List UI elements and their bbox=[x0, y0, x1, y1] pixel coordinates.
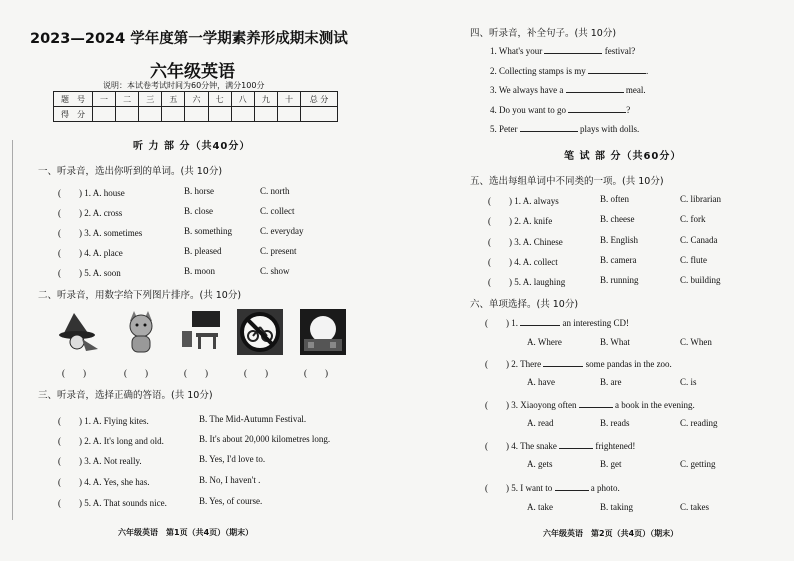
option-a: 4. A. Yes, she has. bbox=[84, 477, 150, 487]
option-c: C. reading bbox=[680, 418, 718, 428]
option-a: 5. A. laughing bbox=[514, 277, 566, 287]
classroom-picture bbox=[178, 309, 224, 355]
option-a: 5. A. That sounds nice. bbox=[84, 498, 167, 508]
option-b: B. often bbox=[600, 194, 629, 204]
answer-blank bbox=[555, 490, 589, 491]
section-3-heading: 三、听录音，选择正确的答语。(共 10分) bbox=[38, 390, 213, 401]
picture-order-bracket[interactable]: ( ) bbox=[184, 368, 208, 378]
question-end: some pandas in the zoo. bbox=[585, 359, 672, 369]
option-c: C. Canada bbox=[680, 235, 718, 245]
sentence-start: 1. What's your bbox=[490, 46, 543, 56]
option-c: C. takes bbox=[680, 502, 709, 512]
fill-sentence bbox=[490, 66, 648, 76]
score-input-cell[interactable] bbox=[254, 107, 277, 122]
option-b: B. taking bbox=[600, 502, 633, 512]
picture-order-bracket[interactable]: ( ) bbox=[244, 368, 268, 378]
page-footer: 六年级英语 第1页（共4页）（期末） bbox=[118, 528, 254, 537]
option-b: B. moon bbox=[184, 266, 216, 276]
exam-title: 2023—2024 学年度第一学期素养形成期末测试 bbox=[30, 31, 348, 47]
answer-bracket[interactable]: ( ) bbox=[58, 456, 82, 466]
score-input-cell[interactable] bbox=[277, 107, 300, 122]
option-b: B. Yes, of course. bbox=[199, 496, 263, 506]
option-b: B. No, I haven't . bbox=[199, 475, 261, 485]
option-a: 4. A. place bbox=[84, 248, 123, 258]
answer-bracket[interactable]: ( ) bbox=[58, 228, 82, 238]
sentence-start: 3. We always have a bbox=[490, 85, 564, 95]
answer-blank bbox=[579, 407, 613, 408]
answer-bracket[interactable]: ( ) bbox=[58, 436, 82, 446]
score-cell: 九 bbox=[254, 92, 277, 107]
question-row bbox=[58, 414, 149, 427]
answer-blank bbox=[543, 366, 583, 367]
option-a: 3. A. Chinese bbox=[514, 237, 563, 247]
question-start: 5. I want to bbox=[511, 483, 553, 493]
picture-order-bracket[interactable]: ( ) bbox=[62, 368, 86, 378]
question-start: 4. The snake bbox=[511, 441, 557, 451]
score-cell: 得 分 bbox=[54, 107, 93, 122]
answer-bracket[interactable]: ( ) bbox=[58, 416, 82, 426]
question-row bbox=[58, 246, 123, 259]
question-row bbox=[485, 316, 629, 329]
option-a: 1. A. house bbox=[84, 188, 125, 198]
option-c: C. getting bbox=[680, 459, 716, 469]
section-5-heading: 五、选出每组单词中不同类的一项。(共 10分) bbox=[470, 176, 664, 187]
sentence-start: 5. Peter bbox=[490, 124, 518, 134]
picture-order-bracket[interactable]: ( ) bbox=[124, 368, 148, 378]
exam-page-2 bbox=[397, 0, 794, 561]
answer-bracket[interactable]: ( ) bbox=[485, 400, 509, 410]
option-a: 5. A. soon bbox=[84, 268, 121, 278]
score-input-cell[interactable] bbox=[185, 107, 208, 122]
score-table-score-row bbox=[54, 107, 338, 122]
option-a: 2. A. knife bbox=[514, 216, 553, 226]
sentence-start: 4. Do you want to go bbox=[490, 105, 566, 115]
question-row bbox=[58, 206, 122, 219]
score-input-cell[interactable] bbox=[301, 107, 338, 122]
score-cell: 五 bbox=[162, 92, 185, 107]
option-a: A. take bbox=[527, 502, 553, 512]
sentence-end: meal. bbox=[625, 85, 646, 95]
sentence-end: . bbox=[646, 66, 649, 76]
section-6-heading: 六、单项选择。(共 10分) bbox=[470, 299, 579, 310]
answer-blank bbox=[559, 448, 593, 449]
score-cell: 二 bbox=[116, 92, 139, 107]
option-c: C. flute bbox=[680, 255, 707, 265]
question-row bbox=[58, 434, 164, 447]
score-input-cell[interactable] bbox=[231, 107, 254, 122]
option-c: C. librarian bbox=[680, 194, 721, 204]
moon-night-picture bbox=[300, 309, 346, 355]
option-c: C. show bbox=[260, 266, 290, 276]
option-a: A. have bbox=[527, 377, 555, 387]
score-cell: 三 bbox=[139, 92, 162, 107]
answer-blank[interactable] bbox=[520, 131, 578, 132]
answer-bracket[interactable]: ( ) bbox=[58, 208, 82, 218]
sentence-start: 2. Collecting stamps is my bbox=[490, 66, 586, 76]
option-a: 2. A. It's long and old. bbox=[84, 436, 164, 446]
option-b: B. It's about 20,000 kilometres long. bbox=[199, 434, 331, 444]
score-cell: 题 号 bbox=[54, 92, 93, 107]
writing-section-title: 笔 试 部 分（共60分） bbox=[564, 151, 682, 162]
answer-bracket[interactable]: ( ) bbox=[488, 237, 512, 247]
option-b: B. close bbox=[184, 206, 213, 216]
question-start: 1. bbox=[511, 318, 518, 328]
option-b: B. camera bbox=[600, 255, 637, 265]
question-row bbox=[485, 481, 620, 494]
fill-sentence bbox=[490, 85, 646, 95]
question-row bbox=[58, 186, 125, 199]
answer-bracket[interactable]: ( ) bbox=[488, 196, 512, 206]
witch-hat-picture bbox=[54, 309, 100, 355]
option-c: C. everyday bbox=[260, 226, 304, 236]
question-row bbox=[58, 226, 142, 239]
option-b: B. get bbox=[600, 459, 622, 469]
option-b: B. Yes, I'd love to. bbox=[199, 454, 266, 464]
answer-bracket[interactable]: ( ) bbox=[58, 248, 82, 258]
option-b: B. something bbox=[184, 226, 233, 236]
option-c: C. building bbox=[680, 275, 721, 285]
option-b: B. English bbox=[600, 235, 639, 245]
fill-sentence bbox=[490, 46, 635, 56]
question-end: frightened! bbox=[595, 441, 636, 451]
exam-note: 说明：本试卷考试时间为60分钟，满分100分 bbox=[103, 81, 265, 90]
answer-bracket[interactable]: ( ) bbox=[485, 483, 509, 493]
section-2-heading: 二、听录音，用数字给下列图片排序。(共 10分) bbox=[38, 290, 242, 301]
option-b: B. are bbox=[600, 377, 622, 387]
answer-bracket[interactable]: ( ) bbox=[58, 498, 82, 508]
answer-blank[interactable] bbox=[588, 73, 646, 74]
question-row bbox=[488, 255, 558, 268]
answer-blank bbox=[520, 325, 560, 326]
fill-sentence bbox=[490, 124, 639, 134]
question-row bbox=[58, 475, 150, 488]
score-input-cell[interactable] bbox=[162, 107, 185, 122]
answer-blank[interactable] bbox=[566, 92, 624, 93]
question-start: 2. There bbox=[511, 359, 542, 369]
option-b: B. reads bbox=[600, 418, 630, 428]
answer-bracket[interactable]: ( ) bbox=[488, 257, 512, 267]
answer-bracket[interactable]: ( ) bbox=[485, 359, 509, 369]
section-1-heading: 一、听录音，选出你听到的单词。(共 10分) bbox=[38, 166, 223, 177]
question-row bbox=[485, 439, 635, 452]
answer-blank[interactable] bbox=[568, 112, 626, 113]
score-cell: 七 bbox=[208, 92, 231, 107]
binding-line bbox=[12, 140, 13, 520]
option-a: 3. A. Not really. bbox=[84, 456, 142, 466]
option-b: B. What bbox=[600, 337, 630, 347]
option-c: C. present bbox=[260, 246, 297, 256]
section-4-heading: 四、听录音，补全句子。(共 10分) bbox=[470, 28, 617, 39]
score-input-cell[interactable] bbox=[93, 107, 116, 122]
question-row bbox=[58, 454, 142, 467]
question-row bbox=[58, 266, 121, 279]
exam-subtitle: 六年级英语 bbox=[150, 62, 235, 82]
score-input-cell[interactable] bbox=[208, 107, 231, 122]
question-row bbox=[485, 398, 695, 411]
answer-bracket[interactable]: ( ) bbox=[58, 268, 82, 278]
option-b: B. cheese bbox=[600, 214, 635, 224]
option-a: 3. A. sometimes bbox=[84, 228, 143, 238]
option-c: C. When bbox=[680, 337, 712, 347]
option-b: B. running bbox=[600, 275, 639, 285]
option-a: A. Where bbox=[527, 337, 562, 347]
question-end: a photo. bbox=[590, 483, 620, 493]
sentence-end: ? bbox=[626, 105, 631, 115]
option-c: C. fork bbox=[680, 214, 706, 224]
option-b: B. pleased bbox=[184, 246, 222, 256]
score-cell: 六 bbox=[185, 92, 208, 107]
answer-bracket[interactable]: ( ) bbox=[488, 216, 512, 226]
option-b: B. The Mid-Autumn Festival. bbox=[199, 414, 307, 424]
option-a: 1. A. always bbox=[514, 196, 559, 206]
question-end: an interesting CD! bbox=[562, 318, 629, 328]
listening-section-title: 听 力 部 分（共40分） bbox=[133, 141, 251, 152]
option-b: B. horse bbox=[184, 186, 214, 196]
score-table bbox=[53, 91, 338, 122]
question-row bbox=[485, 357, 672, 370]
question-row bbox=[488, 194, 559, 207]
score-cell: 十 bbox=[277, 92, 300, 107]
option-c: C. north bbox=[260, 186, 290, 196]
option-a: 1. A. Flying kites. bbox=[84, 416, 149, 426]
score-input-cell[interactable] bbox=[116, 107, 139, 122]
option-c: C. is bbox=[680, 377, 697, 387]
score-cell: 一 bbox=[93, 92, 116, 107]
question-row bbox=[488, 275, 565, 288]
answer-bracket[interactable]: ( ) bbox=[488, 277, 512, 287]
score-cell: 总 分 bbox=[301, 92, 338, 107]
picture-order-bracket[interactable]: ( ) bbox=[304, 368, 328, 378]
answer-bracket[interactable]: ( ) bbox=[485, 318, 509, 328]
answer-bracket[interactable]: ( ) bbox=[485, 441, 509, 451]
question-start: 3. Xiaoyong often bbox=[511, 400, 577, 410]
page-footer: 六年级英语 第2页（共4页）（期末） bbox=[543, 529, 679, 538]
option-c: C. collect bbox=[260, 206, 295, 216]
score-input-cell[interactable] bbox=[139, 107, 162, 122]
option-a: A. read bbox=[527, 418, 554, 428]
sentence-end: plays with dolls. bbox=[580, 124, 640, 134]
sentence-end: festival? bbox=[604, 46, 636, 56]
option-a: 4. A. collect bbox=[514, 257, 558, 267]
score-table-header-row bbox=[54, 92, 338, 107]
question-row bbox=[58, 496, 167, 509]
score-cell: 八 bbox=[231, 92, 254, 107]
question-row bbox=[488, 214, 552, 227]
option-a: 2. A. cross bbox=[84, 208, 123, 218]
answer-bracket[interactable]: ( ) bbox=[58, 477, 82, 487]
question-row bbox=[488, 235, 563, 248]
cat-picture bbox=[118, 309, 164, 355]
question-end: a book in the evening. bbox=[615, 400, 695, 410]
fill-sentence bbox=[490, 105, 630, 115]
answer-blank[interactable] bbox=[544, 53, 602, 54]
option-a: A. gets bbox=[527, 459, 553, 469]
answer-bracket[interactable]: ( ) bbox=[58, 188, 82, 198]
no-bicycle-sign-picture bbox=[237, 309, 283, 355]
